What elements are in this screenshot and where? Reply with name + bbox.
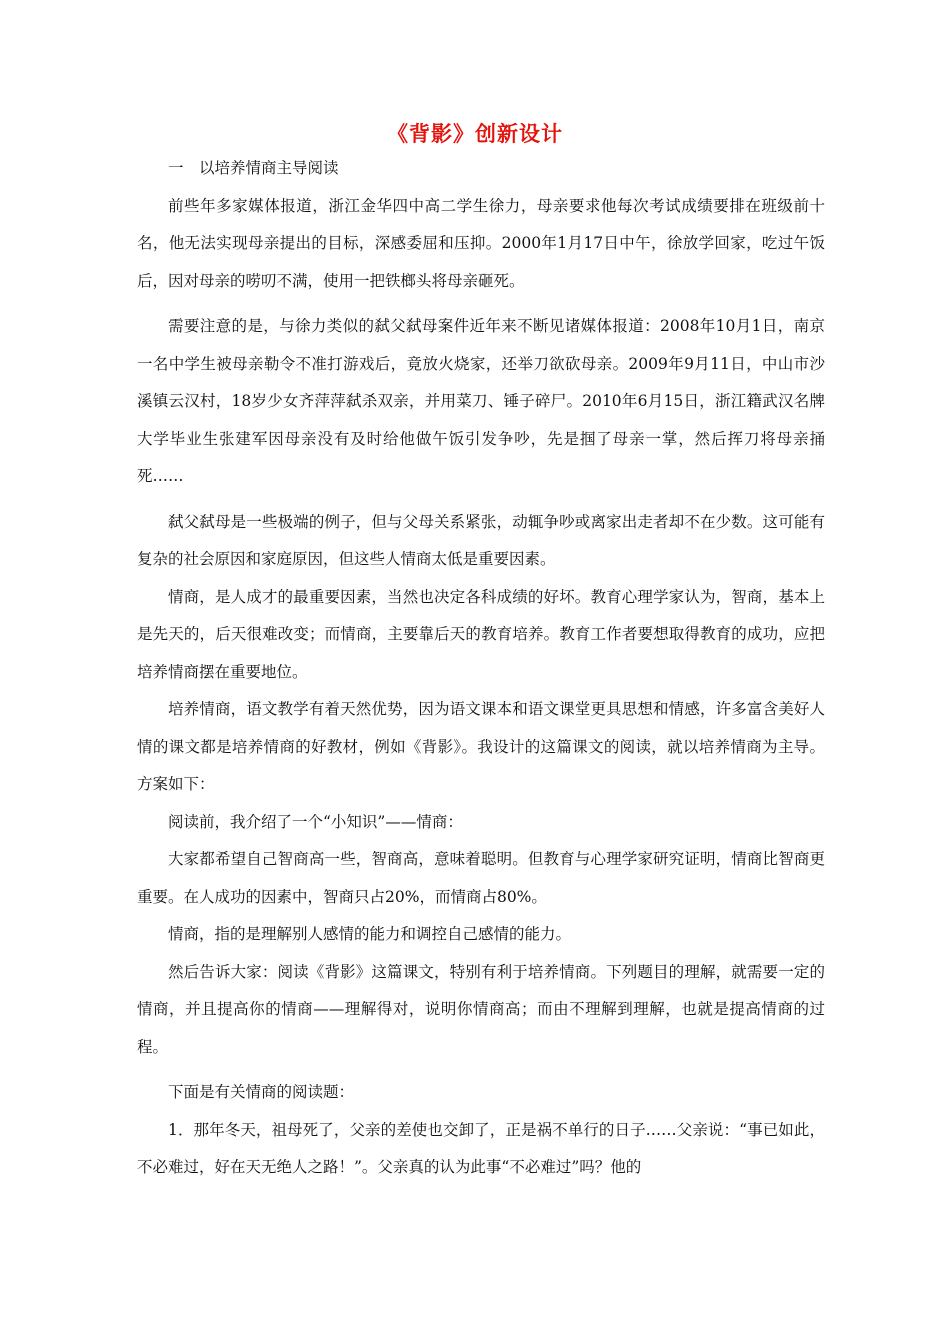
document-body (137, 150, 825, 1187)
paragraph: 1．那年冬天，祖母死了，父亲的差使也交卸了，正是祸不单行的日子……父亲说：“事已如此，不必难过，好在天无绝人之路！”。父亲真的认为此事“不必难过”吗？他的 (137, 1120, 825, 1176)
paragraph: 情商，指的是理解别人感情的能力和调控自己感情的能力。 (168, 925, 572, 943)
paragraph: 情商，是人成才的最重要因素，当然也决定各科成绩的好坏。教育心理学家认为，智商，基本上是先天的，后天很难改变；而情商，主要靠后天的教育培养。教育工作者要想取得教育的成功，应把培养情商摆在重要地位。 (137, 587, 825, 681)
document-title: 《背影》创新设计 (387, 121, 563, 146)
paragraph: 阅读前，我介绍了一个“小知识”——情商： (168, 812, 463, 831)
paragraph: 需要注意的是，与徐力类似的弑父弑母案件近年来不断见诸媒体报道：2008年10月1日，南京一名中学生被母亲勒令不准打游戏后，竟放火烧家，还举刀欲砍母亲。2009年9月11日，中山市沙溪镇云汉村，18岁少女齐萍萍弑杀双亲，并用菜刀、锤子碎尸。2010年6月15日，浙江籍武汉名牌大学毕业生张建军因母亲没有及时给他做午饭引发争吵，先是掴了母亲一掌，然后挥刀将母亲捅死…… (137, 317, 825, 485)
paragraph: 大家都希望自己智商高一些，智商高，意味着聪明。但教育与心理学家研究证明，情商比智商更重要。在人成功的因素中，智商只占20%，而情商占80%。 (137, 850, 825, 906)
paragraph: 下面是有关情商的阅读题： (168, 1083, 355, 1101)
paragraph: 然后告诉大家：阅读《背影》这篇课文，特别有利于培养情商。下列题目的理解，就需要一定的情商，并且提高你的情商——理解得对，说明你情商高；而由不理解到理解，也就是提高情商的过程。 (137, 962, 825, 1056)
section-heading: 一 以培养情商主导阅读 (168, 159, 339, 177)
paragraph: 培养情商，语文教学有着天然优势，因为语文课本和语文课堂更具思想和情感，许多富含美好人情的课文都是培养情商的好教材，例如《背影》。我设计的这篇课文的阅读，就以培养情商为主导。方案如下： (137, 700, 825, 793)
paragraph: 弑父弑母是一些极端的例子，但与父母关系紧张，动辄争吵或离家出走者却不在少数。这可能有复杂的社会原因和家庭原因，但这些人情商太低是重要因素。 (137, 512, 825, 568)
paragraph: 前些年多家媒体报道，浙江金华四中高二学生徐力，母亲要求他每次考试成绩要排在班级前十名，他无法实现母亲提出的目标，深感委屈和压抑。2000年1月17日中午，徐放学回家，吃过午饭后，因对母亲的唠叨不满，使用一把铁榔头将母亲砸死。 (137, 196, 825, 290)
